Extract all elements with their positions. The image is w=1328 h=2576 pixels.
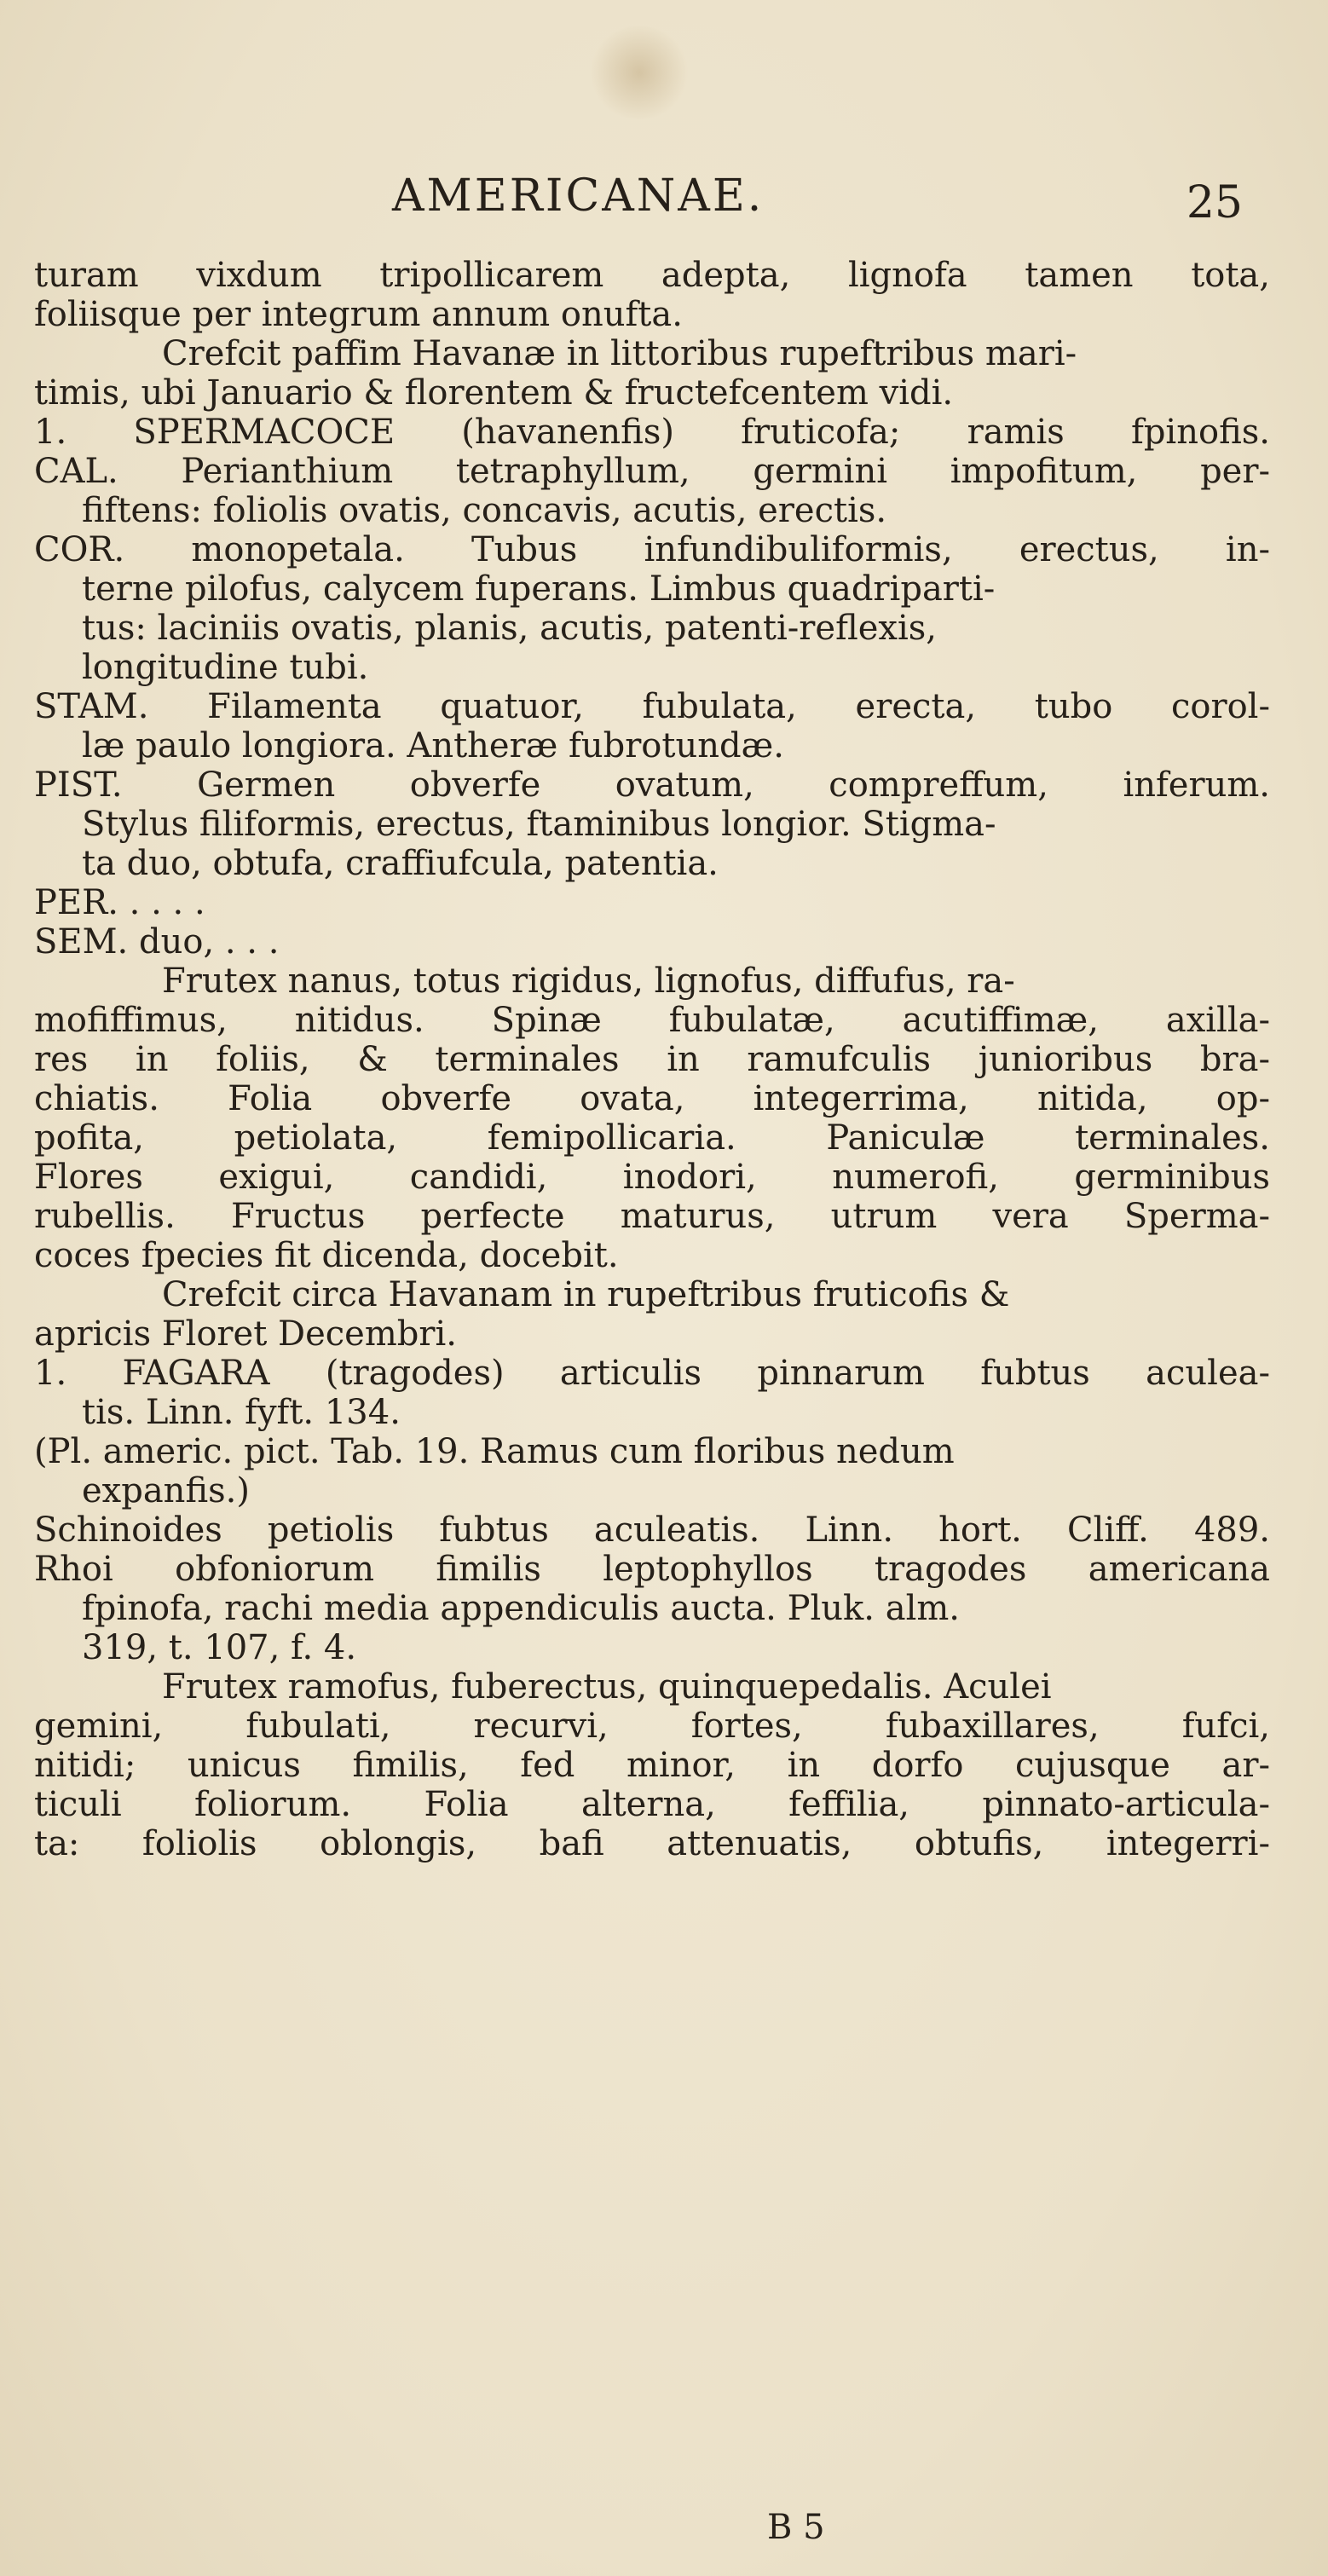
text-line: Frutex ramofus, fuberectus, quinquepedalis. Aculei <box>162 1667 1052 1707</box>
text-line: tus: laciniis ovatis, planis, acutis, patenti-reflexis, <box>82 609 938 648</box>
text-line: pofita, petiolata, femipollicaria. Paniculæ terminales. <box>34 1118 1270 1158</box>
text-line: CAL. Perianthium tetraphyllum, germini impofitum, per- <box>34 452 1270 491</box>
running-head-title: AMERICANAE. <box>392 170 765 222</box>
text-line: 1. SPERMACOCE (havanenfis) fruticofa; ramis fpinofis. <box>34 413 1270 452</box>
text-line: Stylus filiformis, erectus, ftaminibus longior. Stigma- <box>82 805 996 844</box>
running-head <box>0 170 1328 228</box>
text-line: STAM. Filamenta quatuor, fubulata, erecta, tubo corol- <box>34 687 1270 726</box>
text-line: læ paulo longiora. Antheræ fubrotundæ. <box>82 726 784 765</box>
text-line: fpinofa, rachi media appendiculis aucta. Pluk. alm. <box>82 1589 960 1628</box>
text-line: terne pilofus, calycem fuperans. Limbus quadriparti- <box>82 569 996 609</box>
text-line: SEM. duo, . . . <box>34 922 280 962</box>
text-line: PIST. Germen obverfe ovatum, compreffum, inferum. <box>34 765 1270 805</box>
text-line: Rhoi obfoniorum fimilis leptophyllos tragodes americana <box>34 1550 1270 1589</box>
text-line: chiatis. Folia obverfe ovata, integerrima, nitida, op- <box>34 1079 1270 1118</box>
text-line: COR. monopetala. Tubus infundibuliformis, erectus, in- <box>34 530 1270 569</box>
text-line: ticuli foliorum. Folia alterna, feffilia, pinnato-articula- <box>34 1785 1270 1824</box>
text-line: tis. Linn. fyft. 134. <box>82 1393 401 1432</box>
text-line: Crefcit paffim Havanæ in littoribus rupeftribus mari- <box>162 334 1077 373</box>
text-line: 1. FAGARA (tragodes) articulis pinnarum fubtus aculea- <box>34 1354 1270 1393</box>
text-line: timis, ubi Januario & florentem & fructefcentem vidi. <box>34 373 954 413</box>
text-line: Flores exigui, candidi, inodori, numerofi, germinibus <box>34 1158 1270 1197</box>
text-line: rubellis. Fructus perfecte maturus, utrum vera Sperma- <box>34 1197 1270 1236</box>
text-line: longitudine tubi. <box>82 648 369 687</box>
foxing-stain <box>588 26 690 119</box>
text-line: mofiffimus, nitidus. Spinæ fubulatæ, acutiffimæ, axilla- <box>34 1001 1270 1040</box>
text-line: (Pl. americ. pict. Tab. 19. Ramus cum floribus nedum <box>34 1432 955 1471</box>
text-line: foliisque per integrum annum onufta. <box>34 295 683 334</box>
signature-mark: B 5 <box>767 2508 825 2547</box>
text-line: Schinoides petiolis fubtus aculeatis. Linn. hort. Cliff. 489. <box>34 1510 1270 1550</box>
page-number: 25 <box>1186 177 1243 228</box>
text-line: coces fpecies fit dicenda, docebit. <box>34 1236 619 1275</box>
body-text <box>34 256 1270 1863</box>
text-line: PER. . . . . <box>34 883 205 922</box>
text-line: ta duo, obtufa, craffiufcula, patentia. <box>82 844 719 883</box>
text-line: expanfis.) <box>82 1471 250 1510</box>
text-line: nitidi; unicus fimilis, fed minor, in dorfo cujusque ar- <box>34 1746 1270 1785</box>
text-line: ta: foliolis oblongis, bafi attenuatis, obtufis, integerri- <box>34 1824 1270 1863</box>
text-line: Frutex nanus, totus rigidus, lignofus, diffufus, ra- <box>162 962 1015 1001</box>
text-line: Crefcit circa Havanam in rupeftribus fruticofis & <box>162 1275 1010 1314</box>
text-line: res in foliis, & terminales in ramufculis junioribus bra- <box>34 1040 1270 1079</box>
text-line: turam vixdum tripollicarem adepta, lignofa tamen tota, <box>34 256 1270 295</box>
text-line: 319, t. 107, f. 4. <box>82 1628 357 1667</box>
text-line: apricis Floret Decembri. <box>34 1314 457 1354</box>
text-line: fiftens: foliolis ovatis, concavis, acutis, erectis. <box>82 491 887 530</box>
text-line: gemini, fubulati, recurvi, fortes, fubaxillares, fufci, <box>34 1707 1270 1746</box>
